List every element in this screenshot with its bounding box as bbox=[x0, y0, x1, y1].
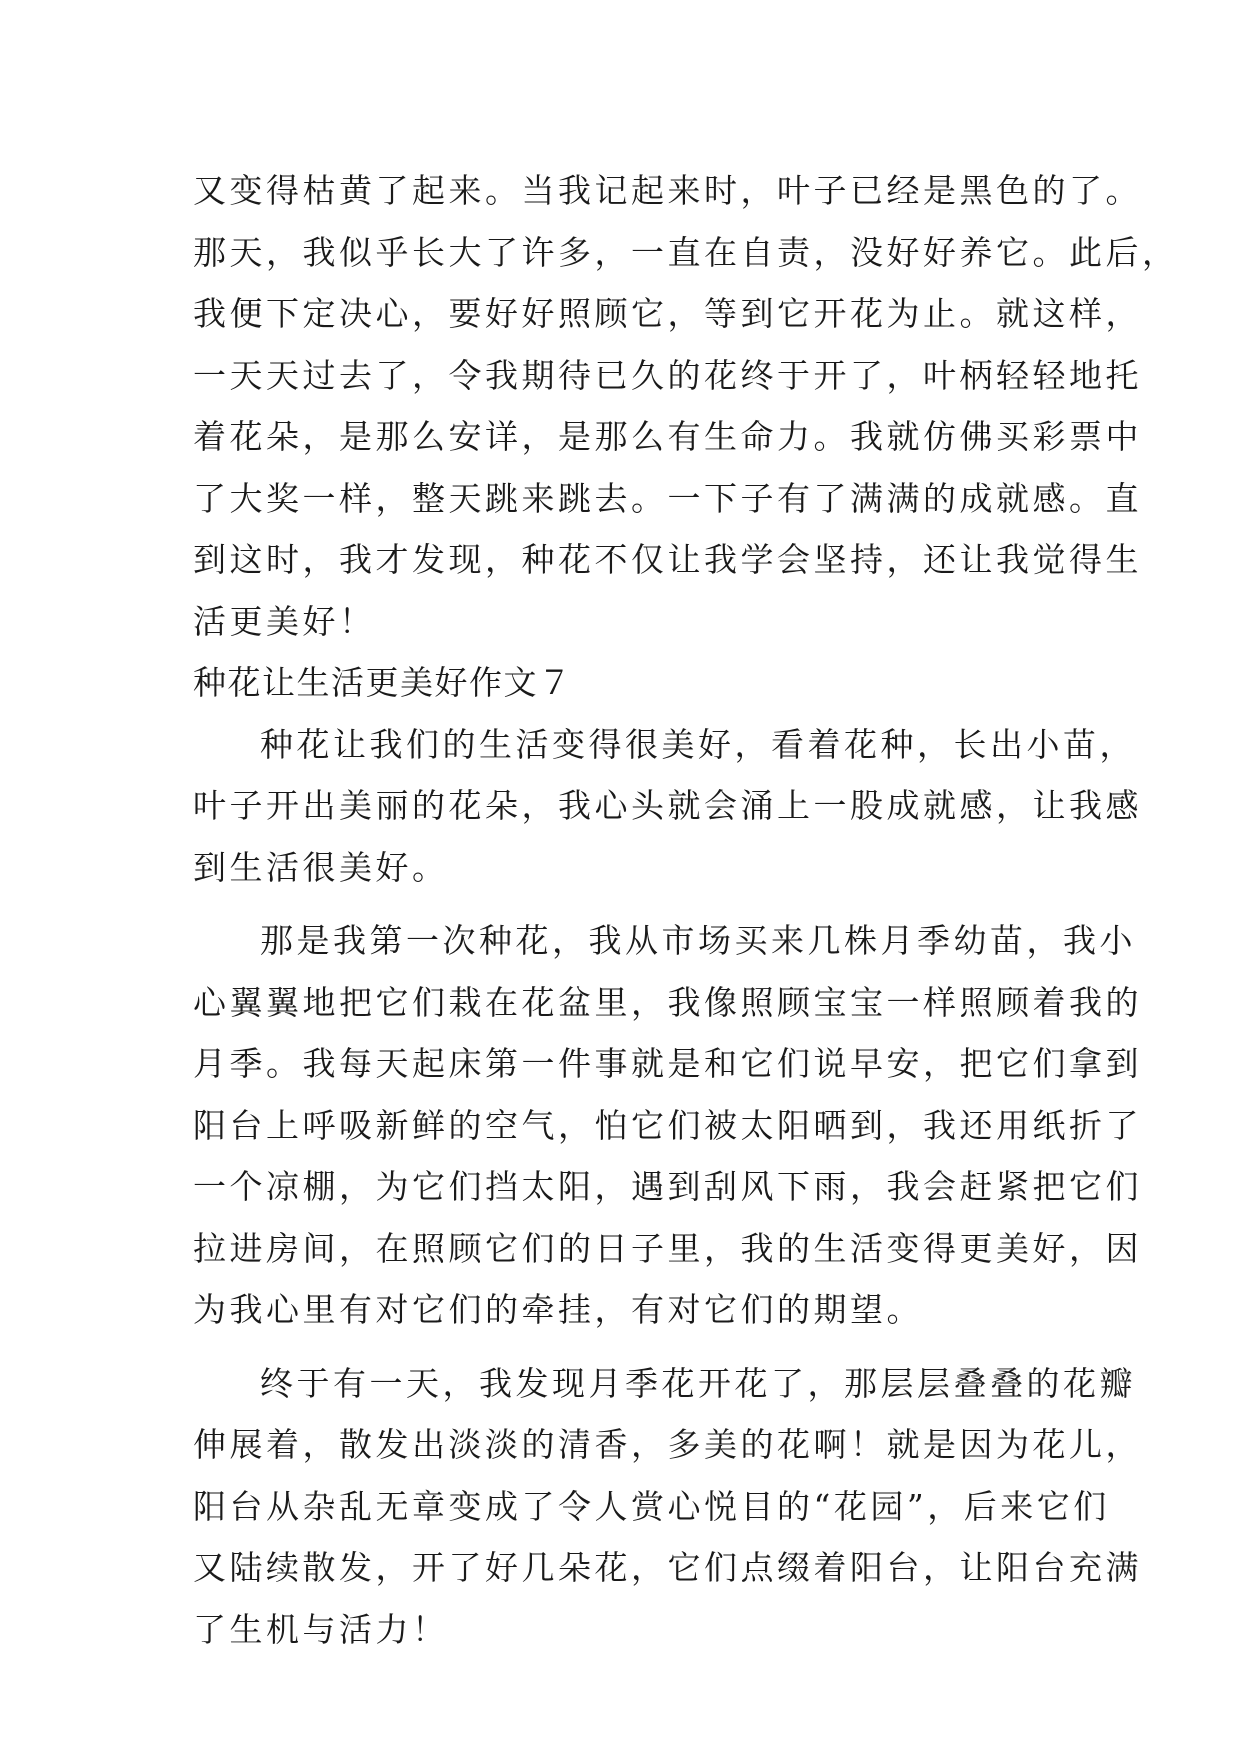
carryover-paragraph bbox=[193, 160, 1179, 652]
text-line: 终于有一天，我发现月季花开花了，那层层叠叠的花瓣 bbox=[260, 1363, 1136, 1403]
text-line: 到这时，我才发现，种花不仅让我学会坚持，还让我觉得生 bbox=[193, 540, 1142, 579]
document-body bbox=[193, 160, 1179, 1660]
paragraph-spacer bbox=[193, 898, 1083, 910]
text-line: 月季。我每天起床第一件事就是和它们说早安，把它们拿到 bbox=[193, 1044, 1142, 1083]
paragraph-3 bbox=[193, 1353, 1142, 1661]
text-line: 种花让我们的生活变得很美好，看着花种，长出小苗， bbox=[260, 724, 1136, 764]
text-line: 拉进房间，在照顾它们的日子里，我的生活变得更美好，因 bbox=[193, 1228, 1142, 1268]
text-line: 活更美好！ bbox=[193, 601, 376, 641]
text-line: 那是我第一次种花，我从市场买来几株月季幼苗，我小 bbox=[260, 921, 1136, 960]
text-line: 叶子开出美丽的花朵，我心头就会涌上一股成就感，让我感 bbox=[193, 786, 1142, 825]
text-line: 心翼翼地把它们栽在花盆里，我像照顾宝宝一样照顾着我的 bbox=[193, 982, 1142, 1022]
text-line: 阳台上呼吸新鲜的空气，怕它们被太阳晒到，我还用纸折了 bbox=[193, 1105, 1142, 1145]
text-line: 又陆续散发，开了好几朵花，它们点缀着阳台，让阳台充满 bbox=[193, 1548, 1142, 1587]
text-line: 那天，我似乎长大了许多，一直在自责，没好好养它。此后， bbox=[193, 232, 1179, 272]
text-line: 到生活很美好。 bbox=[193, 847, 449, 887]
text-line: 着花朵，是那么安详，是那么有生命力。我就仿佛买彩票中 bbox=[193, 417, 1142, 456]
paragraph-spacer bbox=[193, 1341, 1083, 1353]
text-line: 阳台从杂乱无章变成了令人赏心悦目的“花园”，后来它们 bbox=[193, 1486, 1110, 1526]
text-line: 了大奖一样，整天跳来跳去。一下子有了满满的成就感。直 bbox=[193, 478, 1142, 518]
paragraph-2 bbox=[193, 910, 1142, 1341]
text-line: 了生机与活力！ bbox=[193, 1609, 449, 1649]
section-title: 种花让生活更美好作文７ bbox=[193, 663, 573, 702]
text-line: 我便下定决心，要好好照顾它，等到它开花为止。就这样， bbox=[193, 294, 1142, 333]
text-line: 伸展着，散发出淡淡的清香，多美的花啊！就是因为花儿， bbox=[193, 1425, 1142, 1464]
text-line: 又变得枯黄了起来。当我记起来时，叶子已经是黑色的了。 bbox=[193, 171, 1142, 210]
text-line: 为我心里有对它们的牵挂，有对它们的期望。 bbox=[193, 1290, 923, 1329]
text-line: 一天天过去了，令我期待已久的花终于开了，叶柄轻轻地托 bbox=[193, 355, 1142, 395]
text-line: 一个凉棚，为它们挡太阳，遇到刮风下雨，我会赶紧把它们 bbox=[193, 1167, 1142, 1206]
paragraph-1 bbox=[193, 714, 1142, 899]
